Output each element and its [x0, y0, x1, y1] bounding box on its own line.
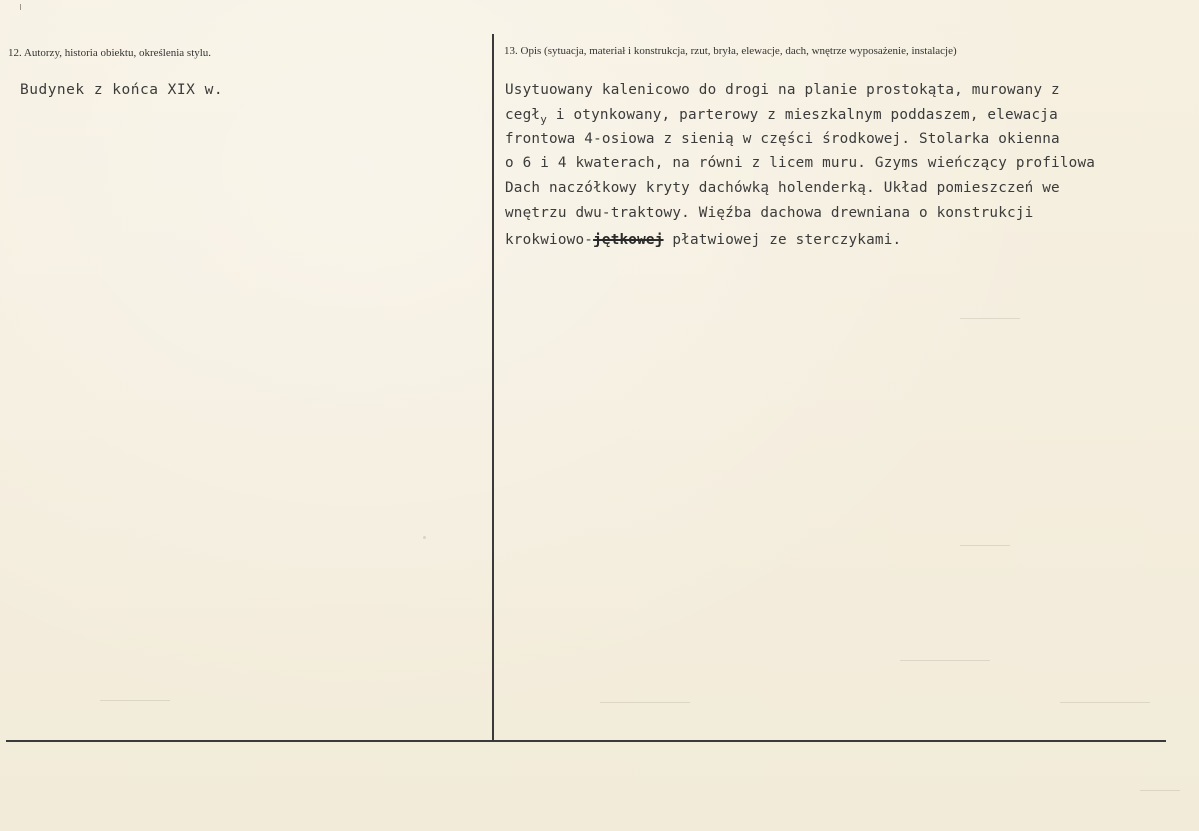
- description-line-7: [505, 232, 901, 248]
- description-line-2-start: cegł: [505, 107, 541, 123]
- description-line-1: Usytuowany kalenicowo do drogi na planie prostokąta, murowany z: [505, 82, 1060, 98]
- show-through-mark: [900, 660, 990, 661]
- description-line-5: Dach naczółkowy kryty dachówką holenderką. Układ pomieszczeń we: [505, 180, 1060, 196]
- description-line-4: o 6 i 4 kwaterach, na równi z licem muru. Gzyms wieńczący profilowa: [505, 155, 1096, 171]
- show-through-mark: [960, 318, 1020, 319]
- ink-speck: [423, 536, 426, 539]
- struck-out-word: jętkowej: [593, 232, 664, 248]
- description-line-3: frontowa 4-osiowa z sienią w części środkowej. Stolarka okienna: [505, 131, 1060, 147]
- description-line-2-end: i otynkowany, parterowy z mieszkalnym poddaszem, elewacja: [547, 107, 1058, 123]
- show-through-mark: [960, 545, 1010, 546]
- description-line-2-subscript: y: [540, 112, 548, 126]
- description-line-6: wnętrzu dwu-traktowy. Więźba dachowa drewniana o konstrukcji: [505, 205, 1034, 221]
- bottom-rule: [6, 740, 1166, 742]
- show-through-mark: [100, 700, 170, 701]
- description-line-7-end: płatwiowej ze sterczykami.: [663, 232, 902, 248]
- column-divider: [492, 34, 494, 742]
- description-line-7-start: krokwiowo-: [505, 232, 594, 248]
- margin-mark: [20, 4, 21, 10]
- show-through-mark: [600, 702, 690, 703]
- description-line-2: [505, 107, 1058, 126]
- field-12-label: 12. Autorzy, historia obiektu, określenia stylu.: [8, 47, 212, 59]
- show-through-mark: [1060, 702, 1150, 703]
- authors-history-text: Budynek z końca XIX w.: [20, 82, 224, 98]
- field-13-label: 13. Opis (sytuacja, materiał i konstrukcja, rzut, bryła, elewacje, dach, wnętrze wyposażenie, instalacje): [504, 45, 957, 57]
- show-through-mark: [1140, 790, 1180, 791]
